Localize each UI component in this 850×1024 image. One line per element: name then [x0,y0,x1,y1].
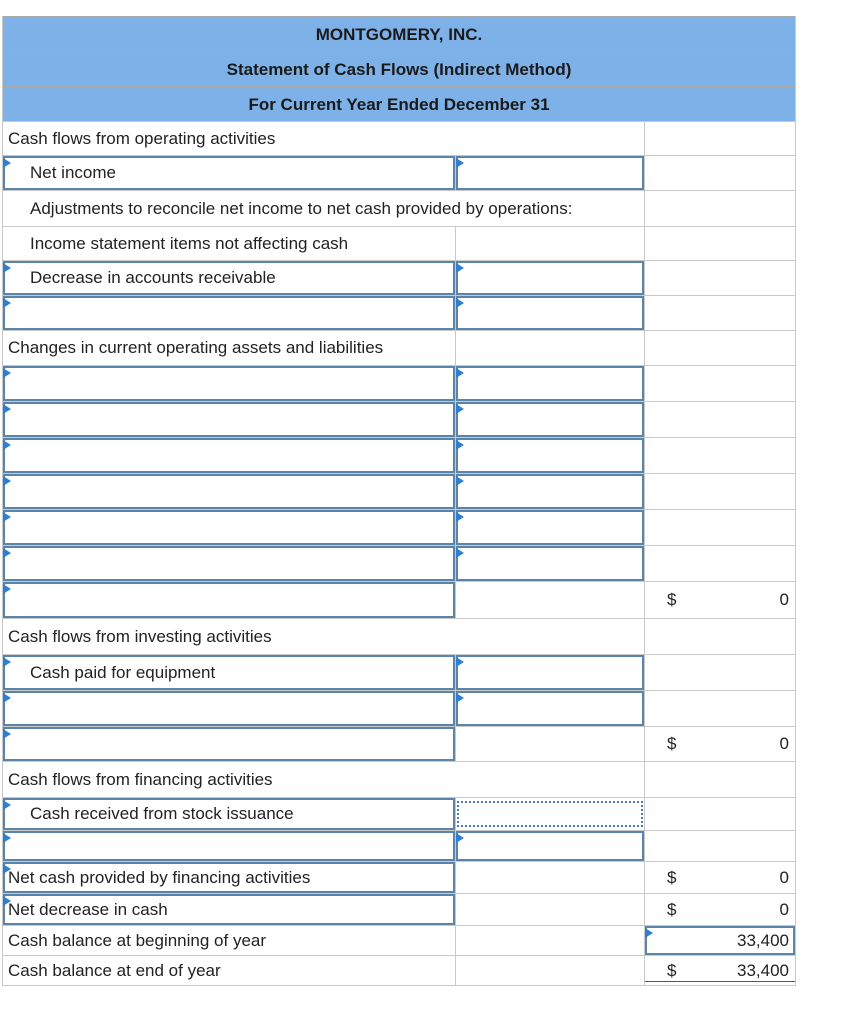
operating-total-label-input[interactable] [3,582,455,618]
change-row-1 [3,365,795,401]
beginning-balance-row [3,925,795,955]
net-income-amount-input[interactable] [455,156,644,190]
operating-total-value: 0 [779,590,789,609]
beginning-balance-label: Cash balance at beginning of year [8,930,267,950]
change-amount-input-5[interactable] [455,510,644,545]
ending-balance-row [3,955,795,986]
non-cash-items-row [3,226,795,260]
stock-issuance-row [3,797,795,830]
change-amount-input-1[interactable] [455,366,644,401]
stock-issuance-label-input[interactable] [3,798,455,830]
ending-balance-label: Cash balance at end of year [8,960,221,980]
adjustments-row [3,190,795,226]
equipment-amount-input[interactable] [455,655,644,690]
change-row-3 [3,437,795,473]
financing-total-label-input[interactable] [3,862,455,893]
net-income-row [3,155,795,190]
change-amount-input-3[interactable] [455,438,644,473]
equipment-row [3,654,795,690]
financing-total-row [3,861,795,893]
change-label-input-1[interactable] [3,366,455,401]
equipment-label-input[interactable] [3,655,455,690]
financing-amount-input-2[interactable] [455,831,644,861]
changes-row [3,330,795,365]
financing-row-2 [3,830,795,861]
change-row-5 [3,509,795,545]
change-amount-input-2[interactable] [455,402,644,437]
company-name: MONTGOMERY, INC. [3,16,795,51]
decrease-ar-row [3,260,795,295]
financing-total-value: 0 [779,867,789,887]
adjustment-amount-input-2[interactable] [455,296,644,330]
stock-issuance-amount-input[interactable] [455,798,644,830]
net-income-label: Net income [30,163,116,182]
investing-total-currency: $ [667,734,677,753]
beginning-balance-value: 33,400 [737,930,789,950]
ending-balance-currency: $ [667,960,677,980]
net-decrease-label: Net decrease in cash [8,899,168,919]
stock-issuance-label: Cash received from stock issuance [30,804,294,823]
change-label-input-2[interactable] [3,402,455,437]
financing-section-row [3,761,795,797]
change-label-input-4[interactable] [3,474,455,509]
change-row-4 [3,473,795,509]
investing-amount-input-2[interactable] [455,691,644,726]
investing-total-row [3,726,795,761]
financing-total-label: Net cash provided by financing activities [8,867,311,887]
decrease-ar-label: Decrease in accounts receivable [30,268,276,287]
equipment-label: Cash paid for equipment [30,662,216,682]
financing-total-currency: $ [667,867,677,887]
financing-section-title: Cash flows from financing activities [8,769,273,789]
statement-period: For Current Year Ended December 31 [3,86,795,121]
investing-label-input-2[interactable] [3,691,455,726]
change-row-2 [3,401,795,437]
statement-title: Statement of Cash Flows (Indirect Method) [3,51,795,86]
net-decrease-currency: $ [667,899,677,919]
operating-total-row [3,581,795,618]
investing-section-row [3,618,795,654]
net-decrease-row [3,893,795,925]
change-amount-input-4[interactable] [455,474,644,509]
operating-total-currency: $ [667,590,677,609]
non-cash-items-label: Income statement items not affecting cash [30,233,349,253]
change-row-6 [3,545,795,581]
investing-total-label-input[interactable] [3,727,455,761]
decrease-ar-label-input[interactable] [3,261,455,295]
investing-section-title: Cash flows from investing activities [8,626,272,646]
investing-total-value: 0 [779,734,789,753]
operating-section-title: Cash flows from operating activities [8,128,276,148]
net-decrease-label-input[interactable] [3,894,455,925]
investing-row-2 [3,690,795,726]
change-label-input-3[interactable] [3,438,455,473]
adjustment-label-input-2[interactable] [3,296,455,330]
change-amount-input-6[interactable] [455,546,644,581]
net-decrease-value: 0 [779,899,789,919]
changes-label: Changes in current operating assets and liabilities [8,338,384,357]
operating-section-row [3,121,795,155]
cash-flow-statement [2,16,796,986]
operating-adjustment-row-2 [3,295,795,330]
beginning-balance-input[interactable] [644,926,795,955]
decrease-ar-amount-input[interactable] [455,261,644,295]
ending-balance-value: 33,400 [737,960,789,980]
adjustments-label: Adjustments to reconcile net income to net cash provided by operations: [30,198,573,218]
change-label-input-6[interactable] [3,546,455,581]
change-label-input-5[interactable] [3,510,455,545]
net-income-label-input[interactable] [3,156,455,190]
financing-label-input-2[interactable] [3,831,455,861]
